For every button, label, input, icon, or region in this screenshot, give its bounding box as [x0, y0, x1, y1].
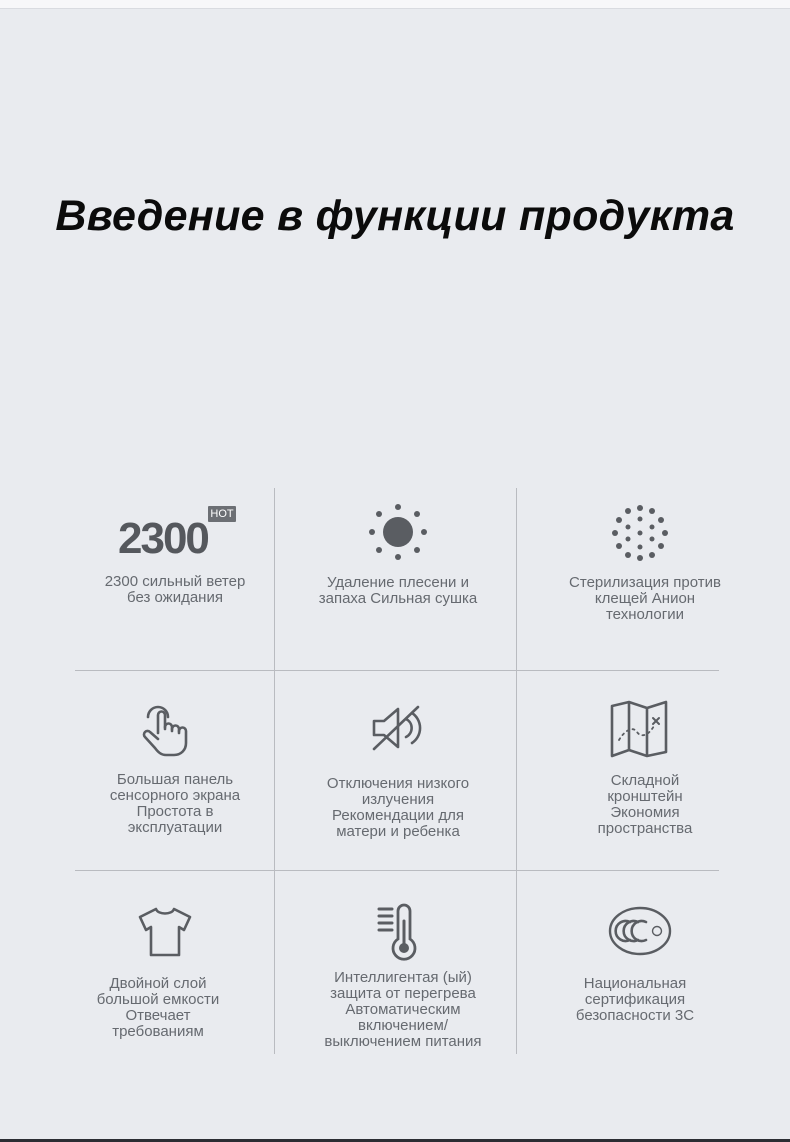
tshirt-icon: [137, 906, 193, 958]
feature-caption: Национальная сертификация безопасности 3С: [575, 975, 695, 1024]
sun-icon: [368, 503, 428, 561]
hot-badge: HOT: [208, 506, 236, 522]
power-number: 2300: [118, 514, 208, 563]
feature-caption: 2300 сильный ветер без ожидания: [104, 573, 246, 606]
feature-caption: Стерилизация против клещей Анион технологии: [569, 574, 721, 623]
folding-map-icon: [609, 700, 669, 758]
page-title: Введение в функции продукта: [55, 192, 735, 240]
feature-caption: Отключения низкого излучения Рекомендации для матери и ребенка: [326, 775, 470, 840]
grid-divider-vertical-1: [274, 488, 275, 1054]
touch-hand-icon: [140, 703, 190, 757]
top-border: [0, 0, 790, 9]
feature-caption: Интеллигентая (ый) защита от перегрева Автоматическим включением/ выключением питания: [324, 969, 482, 1050]
radiation-off-icon: [370, 703, 424, 753]
feature-caption: Большая панель сенсорного экрана Простота в эксплуатации: [109, 771, 241, 836]
thermometer-icon: [376, 903, 422, 961]
feature-caption: Удаление плесени и запаха Сильная сушка: [318, 574, 478, 607]
grid-divider-horizontal-1: [75, 670, 719, 671]
anion-dots-icon: [612, 505, 668, 561]
feature-caption: Складной кронштейн Экономия пространства: [597, 772, 693, 837]
feature-caption: Двойной слой большой емкости Отвечает требованиям: [96, 975, 220, 1040]
grid-divider-horizontal-2: [75, 870, 719, 871]
ccc-certification-icon: [608, 906, 672, 956]
grid-divider-vertical-2: [516, 488, 517, 1054]
